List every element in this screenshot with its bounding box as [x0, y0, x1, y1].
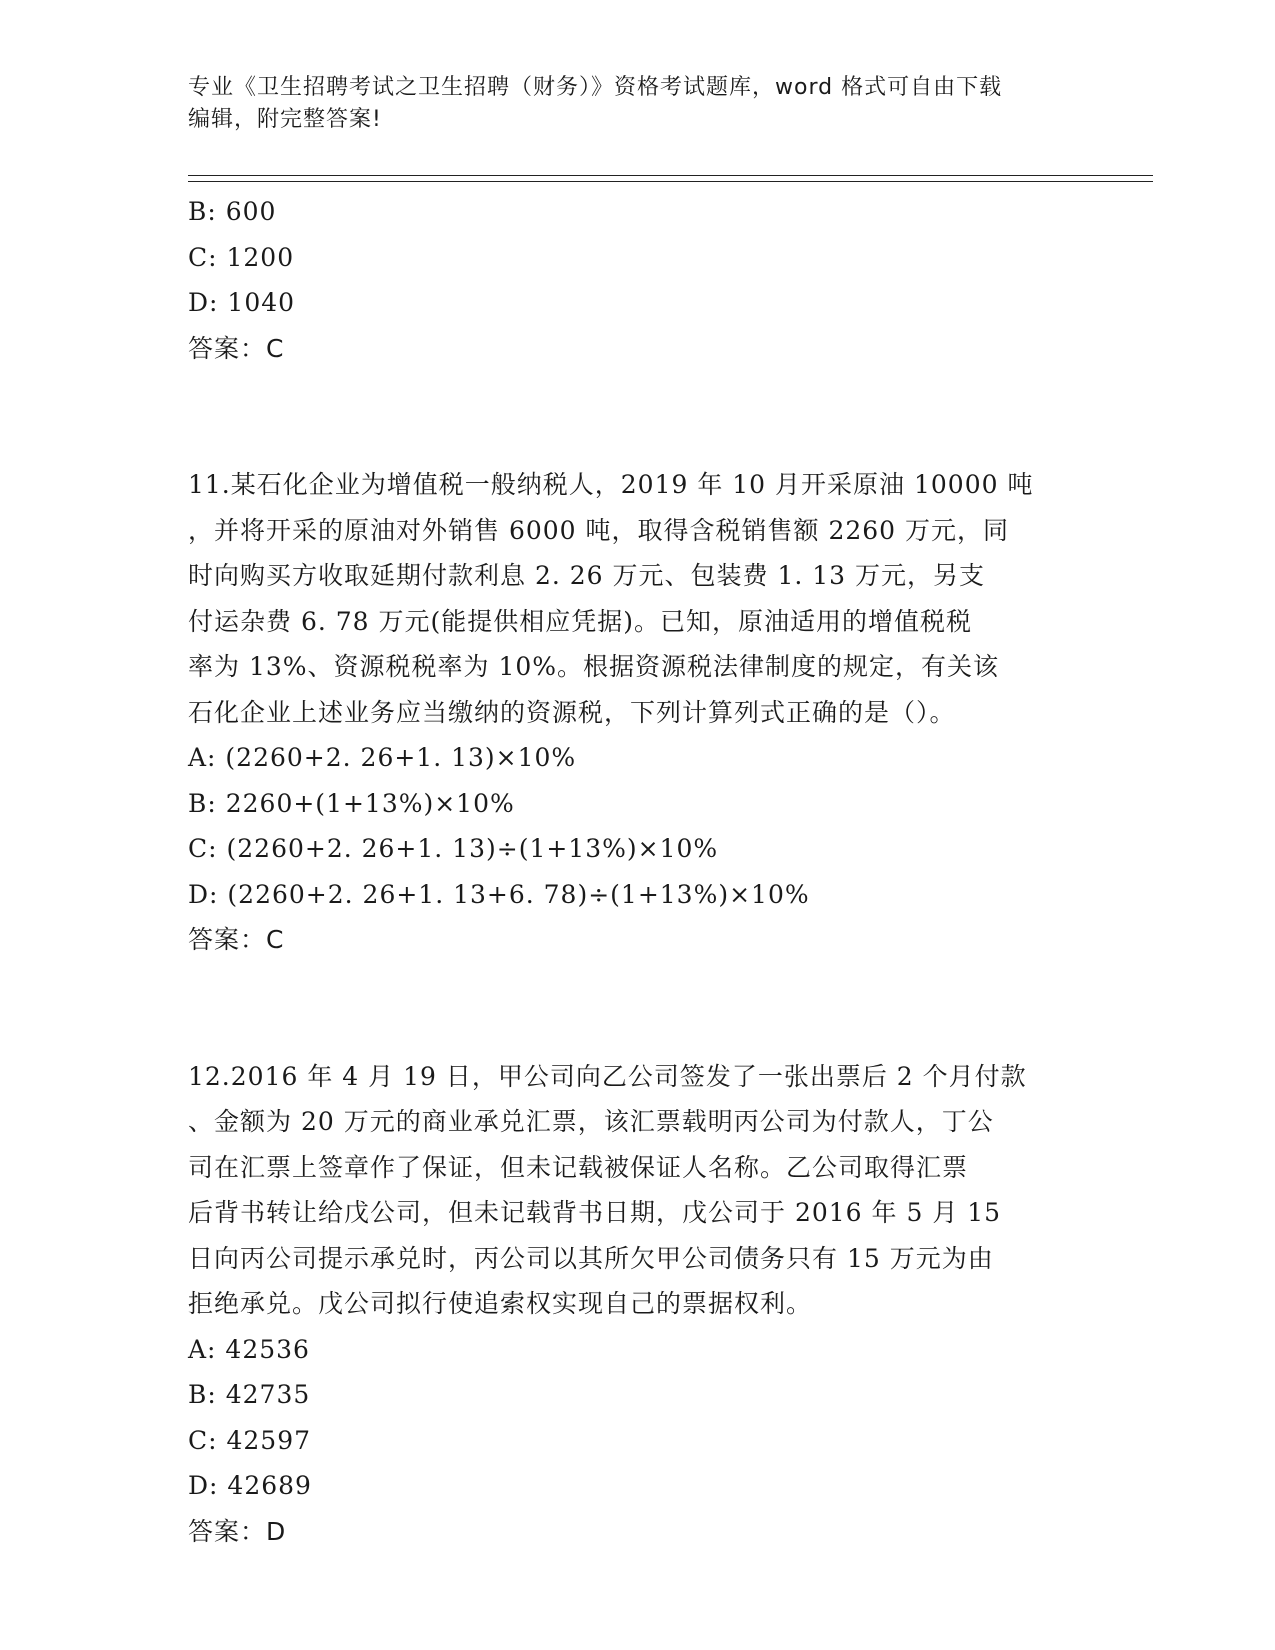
- option-c: C: 1200: [188, 242, 295, 272]
- option-c: C: 42597: [188, 1425, 312, 1455]
- answer-line: 答案：D: [188, 1516, 287, 1546]
- spacer: [188, 371, 1088, 462]
- question-text-line: ，并将开采的原油对外销售 6000 吨，取得含税销售额 2260 万元，同: [188, 515, 1010, 545]
- question-text-line: 付运杂费 6. 78 万元(能提供相应凭据)。已知，原油适用的增值税税: [188, 606, 973, 636]
- question-text-line: 12.2016 年 4 月 19 日，甲公司向乙公司签发了一张出票后 2 个月付款: [188, 1061, 1027, 1091]
- spacer: [188, 963, 1088, 1054]
- question-content: [188, 189, 1088, 1554]
- question-12: [188, 1054, 1088, 1555]
- question-text-line: 拒绝承兑。戊公司拟行使追索权实现自己的票据权利。: [188, 1289, 813, 1318]
- option-b: B: 42735: [188, 1380, 311, 1409]
- question-text-line: 日向丙公司提示承兑时，丙公司以其所欠甲公司债务只有 15 万元为由: [188, 1243, 994, 1273]
- question-text-line: 时向购买方收取延期付款利息 2. 26 万元、包装费 1. 13 万元，另支: [188, 561, 986, 590]
- option-c: C: (2260+2. 26+1. 13)÷(1+13%)×10%: [188, 834, 719, 863]
- previous-question: [188, 189, 1088, 371]
- header-rule-bottom: [188, 181, 1153, 182]
- option-a: A: 42536: [188, 1334, 310, 1364]
- option-a: A: (2260+2. 26+1. 13)×10%: [188, 743, 577, 772]
- question-text-line: 后背书转让给戊公司，但未记载背书日期，戊公司于 2016 年 5 月 15: [188, 1198, 1002, 1227]
- question-text-line: 司在汇票上签章作了保证，但未记载被保证人名称。乙公司取得汇票: [188, 1152, 969, 1182]
- question-text-line: 、金额为 20 万元的商业承兑汇票，该汇票载明丙公司为付款人，丁公: [188, 1107, 994, 1136]
- answer-line: 答案：C: [188, 925, 285, 954]
- header-rule-top: [188, 175, 1153, 176]
- option-b: B: 2260+(1+13%)×10%: [188, 788, 515, 818]
- question-text-line: 石化企业上述业务应当缴纳的资源税，下列计算列式正确的是（）。: [188, 697, 956, 727]
- question-11: [188, 462, 1088, 963]
- question-text-line: 11.某石化企业为增值税一般纳税人，2019 年 10 月开采原油 10000 吨: [188, 470, 1034, 499]
- page-header: [188, 72, 1088, 136]
- question-text-line: 率为 13%、资源税税率为 10%。根据资源税法律制度的规定，有关该: [188, 652, 1000, 681]
- option-d: D: 1040: [188, 288, 296, 317]
- option-b: B: 600: [188, 197, 277, 226]
- header-line-1: 专业《卫生招聘考试之卫生招聘（财务）》资格考试题库，word 格式可自由下载: [188, 75, 1003, 100]
- option-d: D: 42689: [188, 1471, 312, 1500]
- answer-line: 答案：C: [188, 333, 285, 363]
- option-d: D: (2260+2. 26+1. 13+6. 78)÷(1+13%)×10%: [188, 879, 810, 909]
- header-line-2: 编辑，附完整答案!: [188, 107, 382, 132]
